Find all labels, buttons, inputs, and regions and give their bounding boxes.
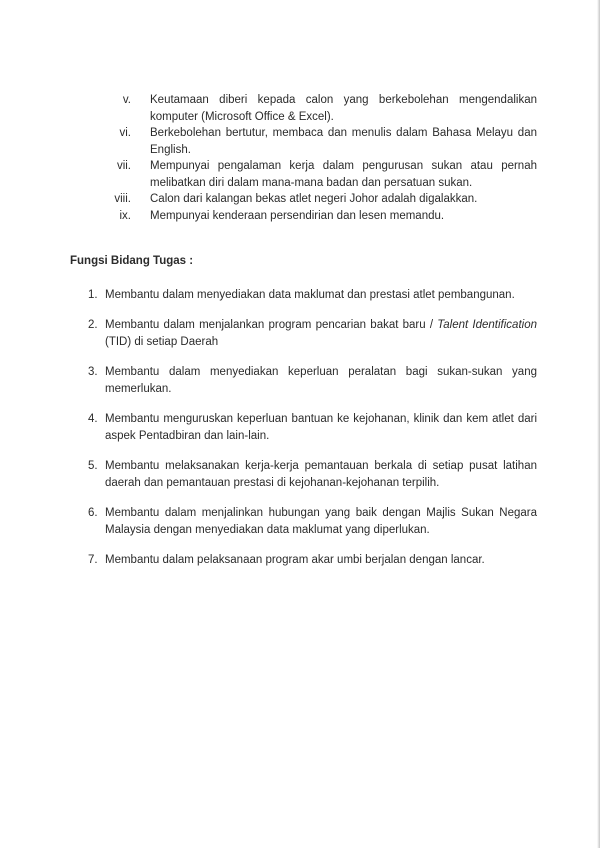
list-item xyxy=(61,191,537,208)
list-item xyxy=(61,92,537,125)
list-item xyxy=(88,458,537,491)
list-marker: 5. xyxy=(88,460,98,472)
list-text: Membantu dalam menyediakan data maklumat dan prestasi atlet pembangunan. xyxy=(105,288,515,301)
list-marker: 3. xyxy=(88,366,98,378)
list-item xyxy=(88,364,537,397)
section-heading: Fungsi Bidang Tugas : xyxy=(70,255,194,267)
list-marker: 6. xyxy=(88,507,98,519)
list-text-italic-segment: Talent Identification xyxy=(437,319,537,331)
list-marker: v. xyxy=(122,94,131,106)
list-item xyxy=(88,505,537,538)
list-text: Membantu dalam pelaksanaan program akar umbi berjalan dengan lancar. xyxy=(105,554,485,566)
list-marker: ix. xyxy=(119,209,131,222)
list-marker: 1. xyxy=(88,288,98,301)
list-item xyxy=(88,411,537,444)
list-marker: 4. xyxy=(88,413,98,425)
list-item xyxy=(61,208,537,225)
list-text: Membantu dalam menyediakan keperluan peralatan bagi sukan-sukan yang memerlukan. xyxy=(105,366,537,395)
list-item xyxy=(61,125,537,158)
list-item xyxy=(61,158,537,191)
list-text: Membantu melaksanakan kerja-kerja pemantauan berkala di setiap pusat latihan daerah dan pemantauan prestasi di kejohanan-kejohanan terpilih. xyxy=(105,460,537,489)
list-item xyxy=(88,287,537,304)
list-text: Calon dari kalangan bekas atlet negeri Johor adalah digalakkan. xyxy=(150,193,478,205)
tasks-numbered-list xyxy=(88,287,537,569)
list-text-segment: Membantu dalam menjalankan program pencarian bakat baru / xyxy=(105,319,438,331)
list-marker: viii. xyxy=(114,193,131,205)
list-text xyxy=(105,317,537,350)
list-marker: vi. xyxy=(119,127,131,139)
list-text-segment: (TID) di setiap Daerah xyxy=(105,335,219,348)
list-marker: 2. xyxy=(88,319,98,331)
list-text: Berkebolehan bertutur, membaca dan menulis dalam Bahasa Melayu dan English. xyxy=(150,127,537,156)
list-item xyxy=(88,317,537,350)
list-item xyxy=(88,552,537,569)
requirements-roman-list xyxy=(61,92,537,224)
list-marker: vii. xyxy=(116,160,131,172)
list-text: Mempunyai pengalaman kerja dalam pengurusan sukan atau pernah melibatkan diri dalam mana-mana badan dan persatuan sukan. xyxy=(150,160,537,189)
list-marker: 7. xyxy=(88,554,98,566)
list-text: Keutamaan diberi kepada calon yang berkebolehan mengendalikan komputer (Microsoft Office & Excel). xyxy=(150,94,537,123)
list-text: Membantu dalam menjalinkan hubungan yang baik dengan Majlis Sukan Negara Malaysia dengan menyediakan data maklumat yang diperlukan. xyxy=(105,507,537,536)
list-text: Membantu menguruskan keperluan bantuan ke kejohanan, klinik dan kem atlet dari aspek Pentadbiran dan lain-lain. xyxy=(105,413,537,442)
list-text: Mempunyai kenderaan persendirian dan lesen memandu. xyxy=(150,209,445,222)
